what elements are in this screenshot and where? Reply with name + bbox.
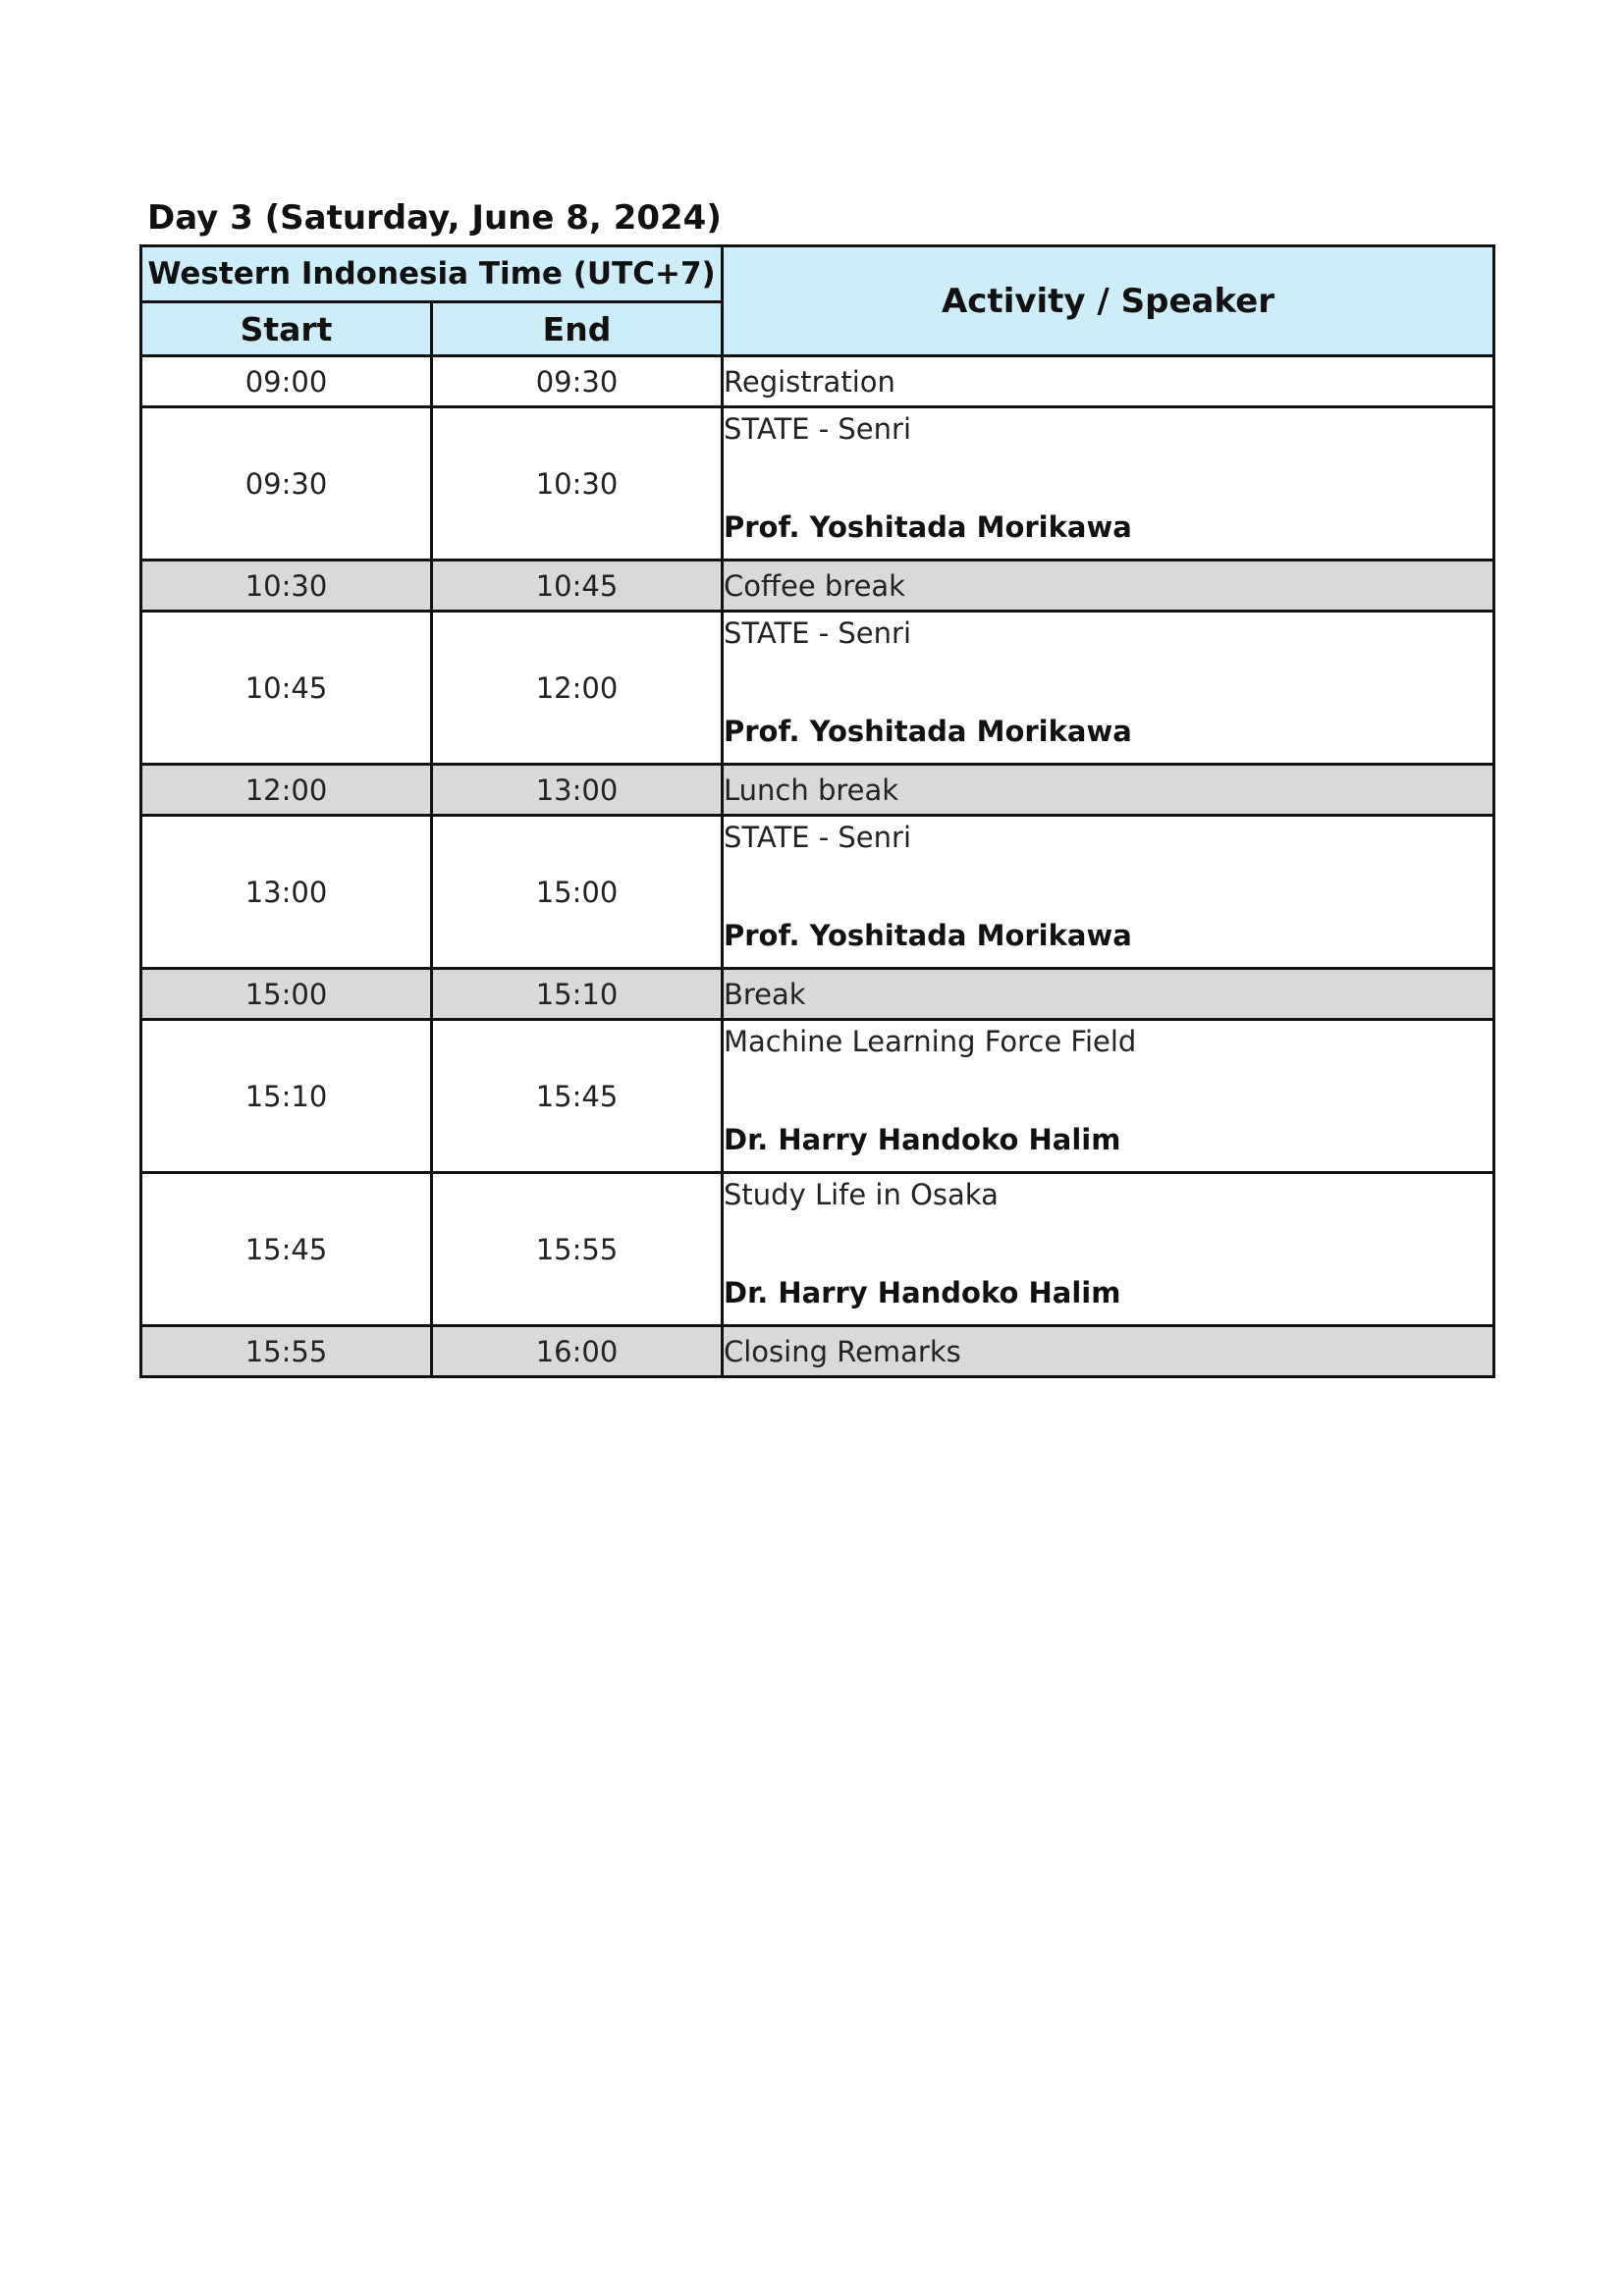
end-time: 15:00 [432,816,723,969]
activity-cell [723,1173,1494,1326]
table-row [141,356,1494,407]
activity-title: Machine Learning Force Field [724,1025,1137,1058]
start-time: 13:00 [141,816,432,969]
end-time: 12:00 [432,612,723,765]
activity-cell [723,561,1494,612]
day-title: Day 3 (Saturday, June 8, 2024) [147,198,722,238]
activity-cell [723,1020,1494,1173]
end-time: 15:45 [432,1020,723,1173]
end-time: 16:00 [432,1326,723,1377]
table-row [141,969,1494,1020]
activity-cell [723,612,1494,765]
activity-title: Lunch break [724,773,899,807]
activity-title: Break [724,977,806,1011]
table-row [141,765,1494,816]
end-time: 15:10 [432,969,723,1020]
activity-title: STATE - Senri [724,821,912,854]
activity-cell [723,816,1494,969]
table-row [141,816,1494,969]
speaker-name: Prof. Yoshitada Morikawa [724,715,1132,748]
activity-title: Closing Remarks [724,1334,961,1368]
start-time: 10:45 [141,612,432,765]
table-row [141,612,1494,765]
table-row [141,407,1494,561]
activity-title: STATE - Senri [724,412,912,446]
end-time: 09:30 [432,356,723,407]
activity-cell [723,969,1494,1020]
speaker-name: Dr. Harry Handoko Halim [724,1276,1121,1309]
table-row [141,1326,1494,1377]
activity-cell [723,1326,1494,1377]
timezone-header: Western Indonesia Time (UTC+7) [141,246,723,302]
activity-title: Coffee break [724,568,905,603]
table-row [141,1173,1494,1326]
start-time: 15:45 [141,1173,432,1326]
speaker-name: Dr. Harry Handoko Halim [724,1123,1121,1156]
activity-title: STATE - Senri [724,616,912,650]
start-time: 12:00 [141,765,432,816]
schedule-table [139,244,1495,1378]
end-time: 15:55 [432,1173,723,1326]
activity-title: Study Life in Osaka [724,1178,999,1211]
end-time: 10:30 [432,407,723,561]
activity-cell [723,356,1494,407]
start-time: 15:55 [141,1326,432,1377]
speaker-name: Prof. Yoshitada Morikawa [724,510,1132,544]
activity-cell [723,765,1494,816]
start-time: 09:00 [141,356,432,407]
start-time: 09:30 [141,407,432,561]
start-time: 10:30 [141,561,432,612]
end-time: 10:45 [432,561,723,612]
end-time: 13:00 [432,765,723,816]
speaker-name: Prof. Yoshitada Morikawa [724,919,1132,952]
start-header: Start [141,302,432,356]
table-row [141,1020,1494,1173]
start-time: 15:10 [141,1020,432,1173]
activity-header: Activity / Speaker [723,246,1494,356]
end-header: End [432,302,723,356]
start-time: 15:00 [141,969,432,1020]
table-row [141,561,1494,612]
activity-cell [723,407,1494,561]
activity-title: Registration [724,364,895,399]
